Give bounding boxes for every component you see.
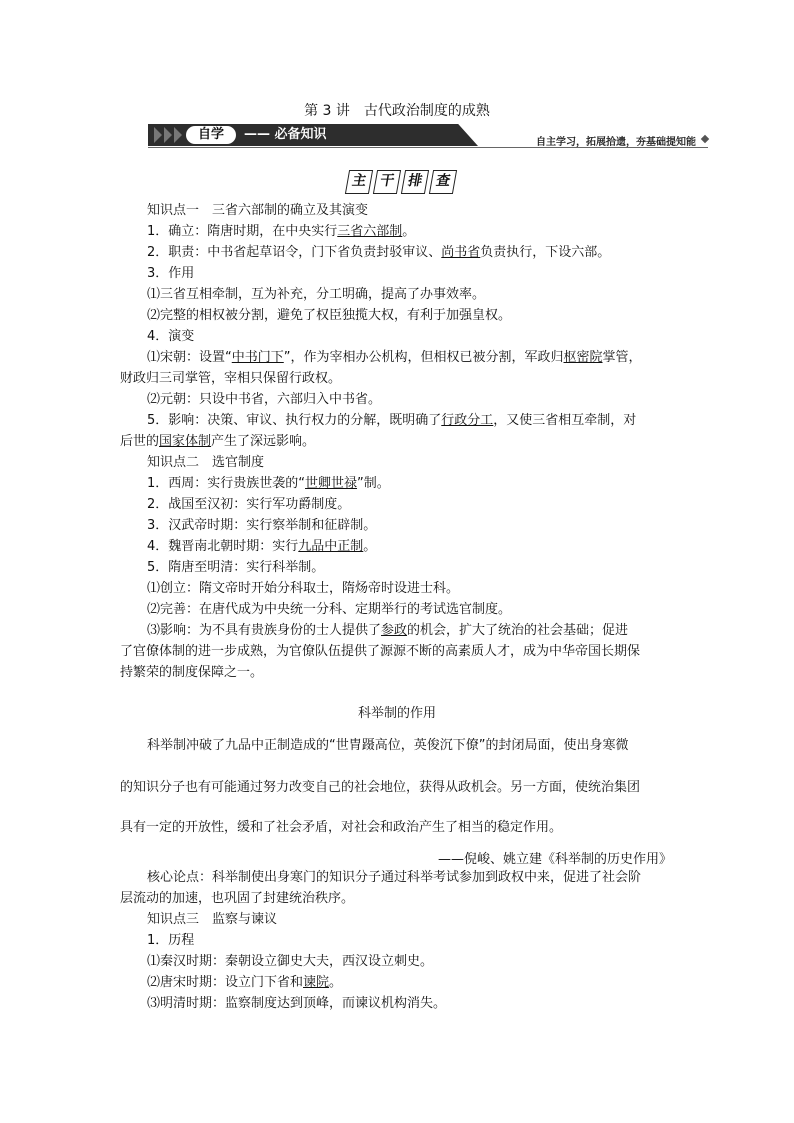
- chevron-right-icon: [174, 127, 182, 143]
- k1-line: 5．影响：决策、审议、执行权力的分解，既明确了行政分工，又使三省相互牵制，对: [147, 413, 637, 428]
- k2-line: ⑶影响：为不具有贵族身份的士人提供了参政的机会，扩大了统治的社会基础；促进: [147, 623, 629, 638]
- lesson-title: 第 3 讲 古代政治制度的成熟: [304, 103, 490, 119]
- seal-char: 排: [401, 170, 429, 194]
- k1-line: 2．职责：中书省起草诏令，门下省负责封驳审议、尚书省负责执行，下设六部。: [147, 245, 611, 260]
- k2-line: ⑴创立：隋文帝时开始分科取士，隋炀帝时设进士科。: [147, 581, 460, 596]
- quote-source: ——倪峻、姚立建《科举制的历史作用》: [437, 852, 672, 867]
- k1-line: 1．确立：隋唐时期，在中央实行三省六部制。: [147, 224, 416, 239]
- k1-line: 财政归三司掌管，宰相只保留行政权。: [120, 371, 342, 386]
- banner-subtitle: —— 必备知识: [244, 127, 327, 142]
- k3-line: ⑶明清时期：监察制度达到顶峰，而谏议机构消失。: [147, 996, 447, 1011]
- k2-heading: 知识点二 选官制度: [147, 455, 265, 470]
- k1-line: 后世的国家体制产生了深远影响。: [120, 434, 316, 449]
- k1-line: ⑵元朝：只设中书省，六部归入中书省。: [147, 392, 382, 407]
- k1-line: ⑴三省互相牵制，互为补充，分工明确，提高了办事效率。: [147, 287, 486, 302]
- seal-char: 干: [373, 170, 401, 194]
- k3-line: 1．历程: [147, 933, 195, 948]
- k1-heading: 知识点一 三省六部制的确立及其演变: [147, 203, 369, 218]
- k2-line: 持繁荣的制度保障之一。: [120, 665, 264, 680]
- k1-line: 3．作用: [147, 266, 195, 281]
- banner-tagline: 自主学习，拓展拾遗，夯基础提知能: [536, 137, 696, 148]
- k1-line: 4．演变: [147, 329, 195, 344]
- k2-line: 5．隋唐至明清：实行科举制。: [147, 560, 325, 575]
- core-argument: 层流动的加速，也巩固了封建统治秩序。: [120, 891, 355, 906]
- section-banner: [148, 124, 708, 150]
- k2-line: ⑵完善：在唐代成为中央统一分科、定期举行的考试选官制度。: [147, 602, 512, 617]
- quote-title: 科举制的作用: [357, 706, 436, 721]
- seal-char: 主: [345, 170, 373, 194]
- k3-line: ⑴秦汉时期：秦朝设立御史大夫，西汉设立刺史。: [147, 954, 434, 969]
- core-argument: 核心论点：科举制使出身寒门的知识分子通过科举考试参加到政权中来，促进了社会阶: [147, 870, 642, 885]
- seal-char: 查: [429, 170, 457, 194]
- k3-heading: 知识点三 监察与谏议: [147, 912, 278, 927]
- k2-line: 2．战国至汉初：实行军功爵制度。: [147, 497, 351, 512]
- banner-pill: 自学: [186, 126, 236, 144]
- section-seal: [347, 170, 459, 194]
- diamond-icon: [701, 135, 709, 143]
- k2-line: 4．魏晋南北朝时期：实行九品中正制。: [147, 539, 377, 554]
- quote-line: 具有一定的开放性，缓和了社会矛盾，对社会和政治产生了相当的稳定作用。: [120, 820, 563, 835]
- k2-line: 1．西周：实行贵族世袭的“世卿世禄”制。: [147, 476, 390, 491]
- k2-line: 了官僚体制的进一步成熟，为官僚队伍提供了源源不断的高素质人才，成为中华帝国长期保: [120, 644, 641, 659]
- k3-line: ⑵唐宋时期：设立门下省和谏院。: [147, 975, 343, 990]
- k1-line: ⑵完整的相权被分割，避免了权臣独揽大权，有利于加强皇权。: [147, 308, 512, 323]
- k2-line: 3．汉武帝时期：实行察举制和征辟制。: [147, 518, 377, 533]
- k1-line: ⑴宋朝：设置“中书门下”，作为宰相办公机构，但相权已被分割，军政归枢密院掌管，: [147, 350, 642, 365]
- quote-line: 科举制冲破了九品中正制造成的“世胄蹑高位，英俊沉下僚”的封闭局面，使出身寒微: [147, 738, 629, 753]
- chevron-right-icon: [154, 127, 162, 143]
- chevron-right-icon: [164, 127, 172, 143]
- quote-line: 的知识分子也有可能通过努力改变自己的社会地位，获得从政机会。另一方面，使统治集团: [120, 780, 641, 795]
